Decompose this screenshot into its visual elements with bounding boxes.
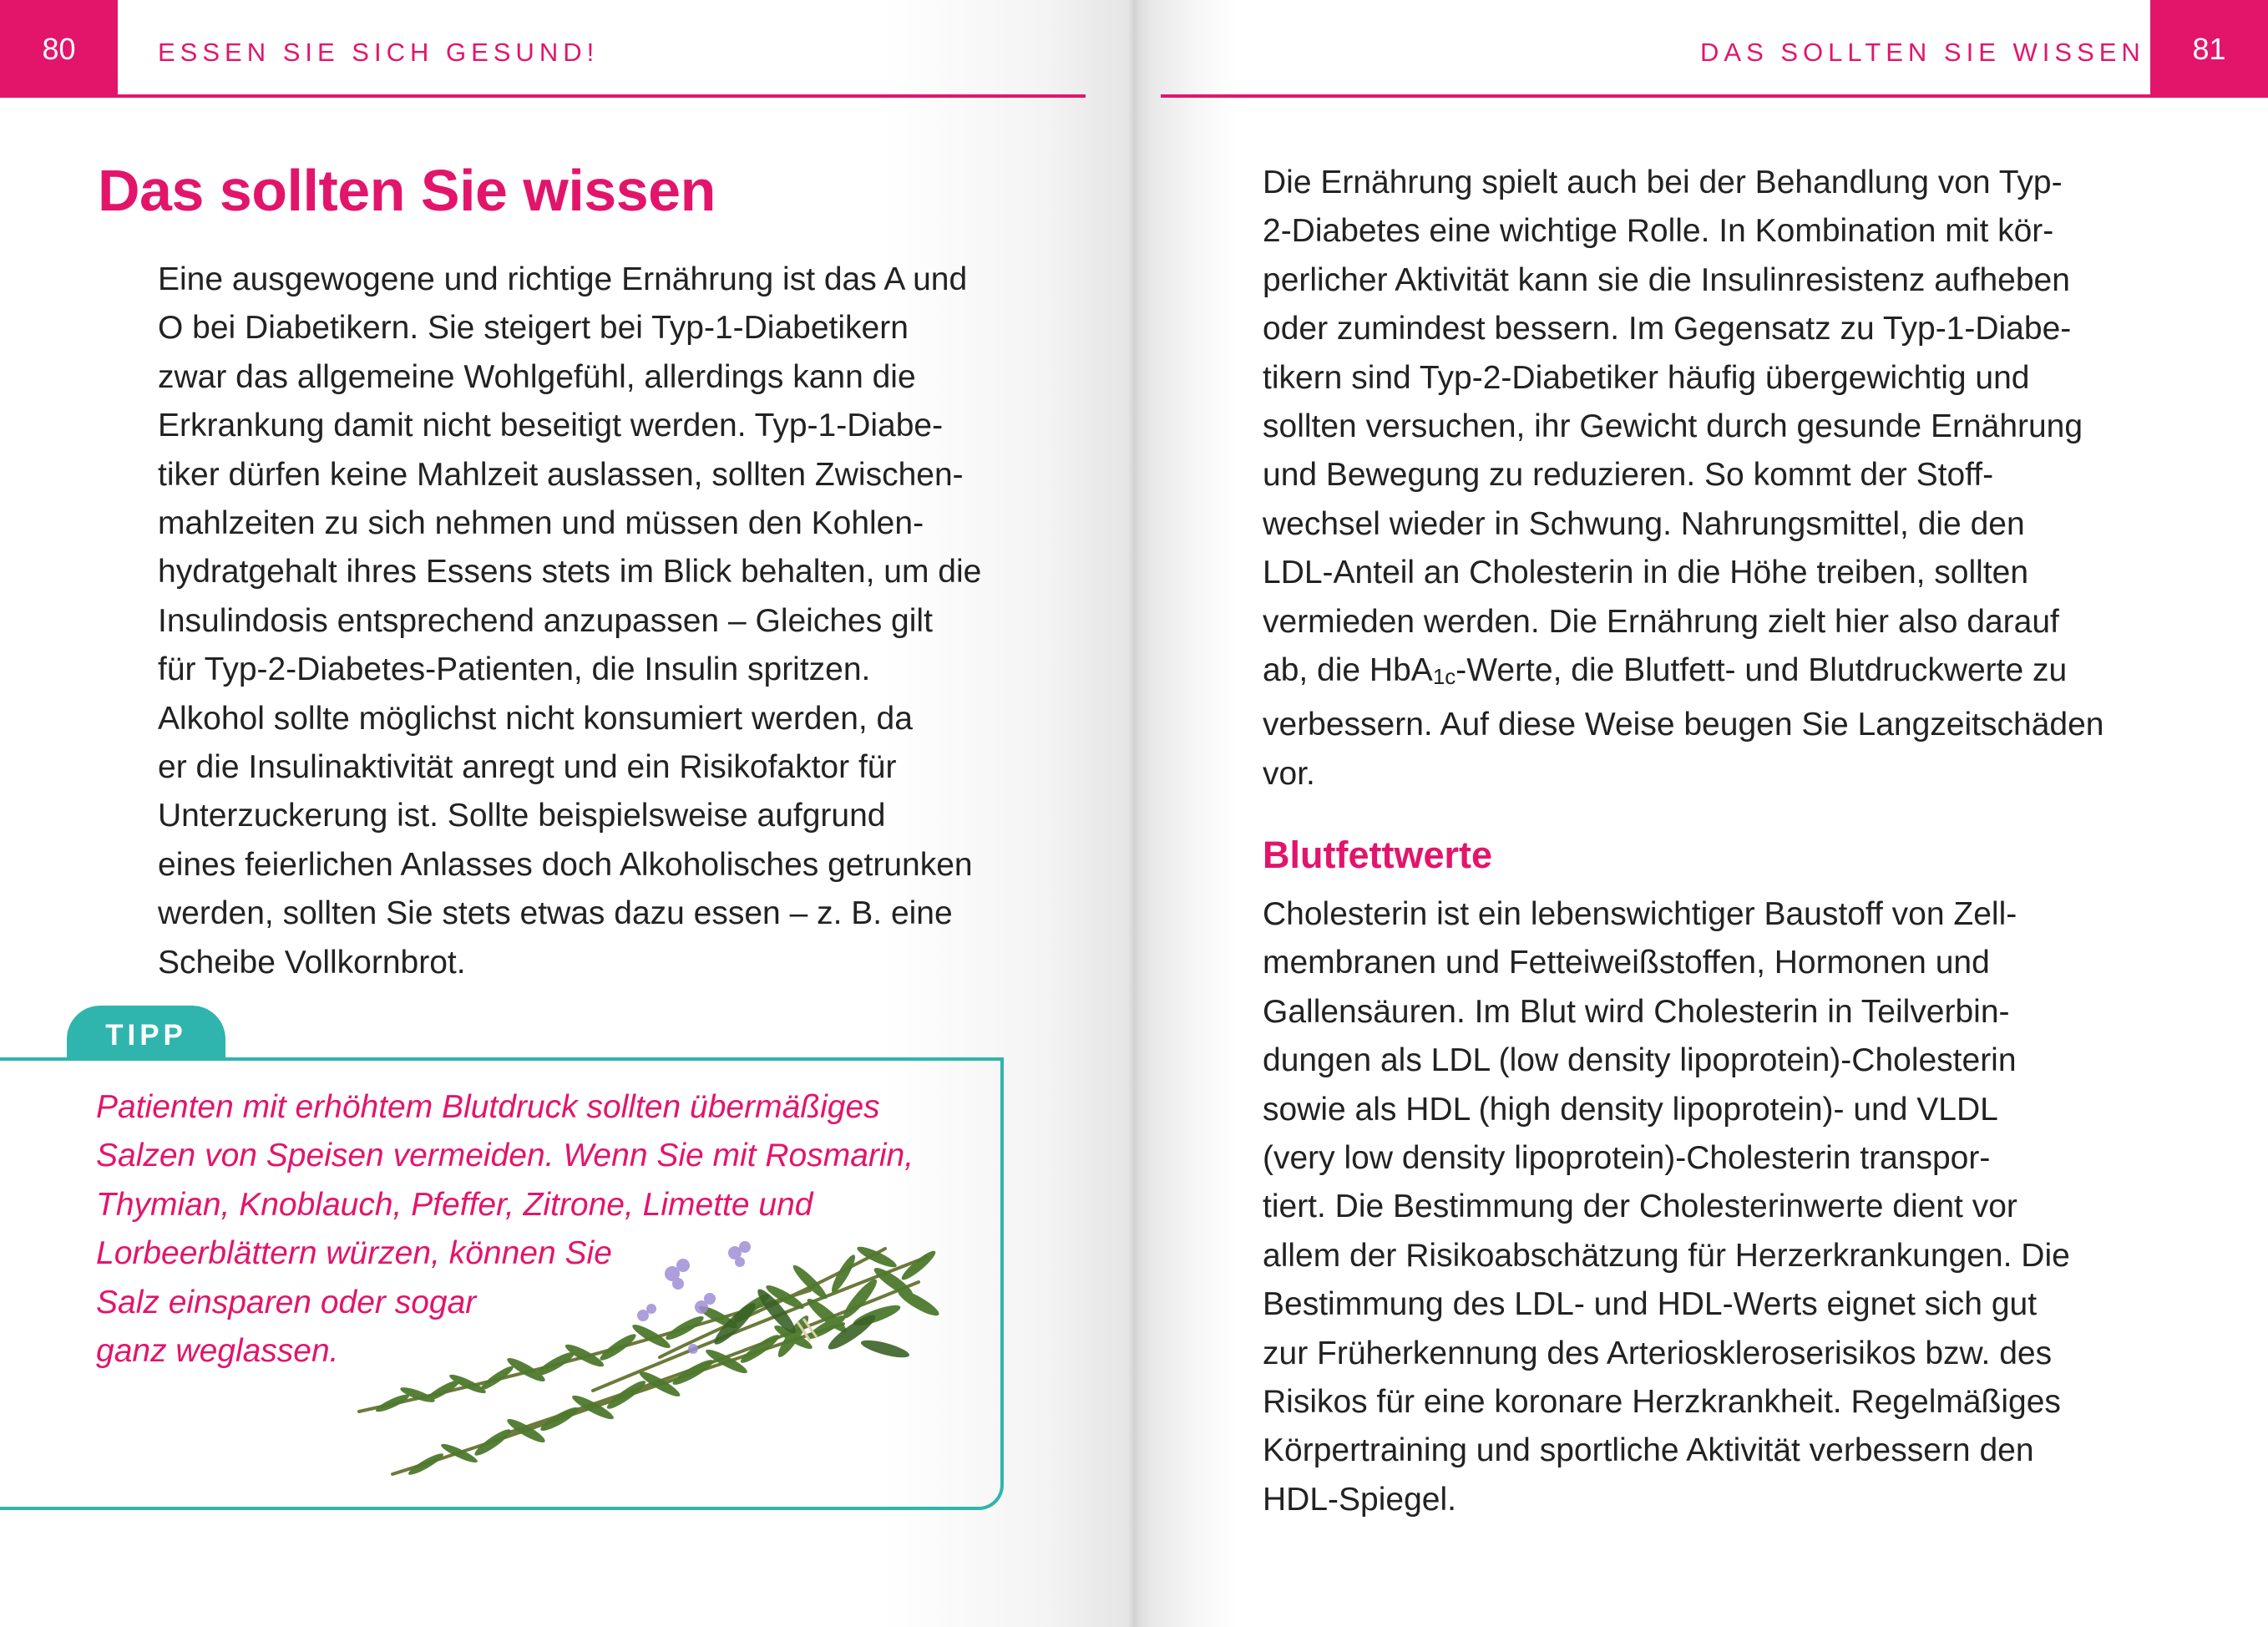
paragraph-line: werden, sollten Sie stets etwas dazu essen – z. B. eine (158, 895, 953, 932)
paragraph-line: zur Früherkennung des Arterioskleroserisikos bzw. des (1263, 1335, 2053, 1371)
paragraph-line: Bestimmung des LDL- und HDL-Werts eignet sich gut (1263, 1286, 2038, 1323)
paragraph-line: Gallensäuren. Im Blut wird Cholesterin in Teilverbin- (1263, 993, 2010, 1030)
book-spine (1129, 0, 1139, 1627)
paragraph-line: Eine ausgewogene und richtige Ernährung ist das A und (158, 261, 968, 297)
paragraph-line: zwar das allgemeine Wohlgefühl, allerdings kann die (158, 358, 916, 395)
paragraph-line: vor. (1263, 755, 1315, 792)
right-header-rule (1161, 94, 2268, 98)
tip-line: ganz weglassen. (96, 1333, 339, 1370)
tip-label: TIPP (67, 1006, 225, 1061)
section-heading-blutfettwerte: Blutfettwerte (1263, 834, 1493, 876)
paragraph-line: Risikos für eine koronare Herzkrankheit. Regelmäßiges (1263, 1384, 2061, 1421)
paragraph-line: Unterzuckerung ist. Sollte beispielsweise aufgrund (158, 798, 886, 834)
paragraph-line: dungen als LDL (low density lipoprotein)-Cholesterin (1263, 1042, 2017, 1079)
diet-paragraph (1263, 159, 2114, 798)
page-title: Das sollten Sie wissen (98, 158, 716, 223)
tip-line: Thymian, Knoblauch, Pfeffer, Zitrone, Limette und (96, 1186, 813, 1223)
intro-paragraph (158, 256, 1010, 987)
paragraph-line: verbessern. Auf diese Weise beugen Sie Langzeitschäden (1263, 707, 2104, 743)
rosemary-sprig-icon (342, 1224, 960, 1499)
paragraph-line: perlicher Aktivität kann sie die Insulinresistenz aufheben (1263, 261, 2070, 298)
cholesterol-paragraph (1263, 890, 2114, 1524)
hba1c-line-end: -Werte, die Blutfett- und Blutdruckwerte zu (1455, 652, 2068, 689)
paragraph-line: Alkohol sollte möglichst nicht konsumiert werden, da (158, 700, 913, 737)
paragraph-line: hydratgehalt ihres Essens stets im Blick behalten, um die (158, 554, 982, 590)
paragraph-line: LDL-Anteil an Cholesterin in die Höhe treiben, sollten (1263, 555, 2029, 591)
paragraph-line: Erkrankung damit nicht beseitigt werden. Typ-1-Diabe- (158, 408, 944, 444)
hba1c-subscript: 1c (1432, 664, 1456, 690)
paragraph-line: für Typ-2-Diabetes-Patienten, die Insulin spritzen. (158, 651, 871, 688)
paragraph-line: vermieden werden. Die Ernährung zielt hier also darauf (1263, 603, 2059, 640)
tip-line: Salzen von Speisen vermeiden. Wenn Sie mit Rosmarin, (96, 1138, 914, 1174)
paragraph-line: sowie als HDL (high density lipoprotein)- und VLDL (1263, 1091, 1998, 1128)
paragraph-line: mahlzeiten zu sich nehmen und müssen den Kohlen- (158, 505, 924, 542)
paragraph-line: tiker dürfen keine Mahlzeit auslassen, sollten Zwischen- (158, 456, 964, 493)
left-header-rule (0, 94, 1086, 98)
paragraph-line: er die Insulinaktivität anregt und ein Risikofaktor für (158, 749, 897, 786)
paragraph-line: wechsel wieder in Schwung. Nahrungsmittel, die den (1263, 505, 2025, 542)
paragraph-line: tiert. Die Bestimmung der Cholesterinwerte dient vor (1263, 1189, 2017, 1225)
right-running-head: DAS SOLLTEN SIE WISSEN (1700, 38, 2145, 67)
paragraph-line: Körpertraining und sportliche Aktivität verbessern den (1263, 1432, 2034, 1469)
paragraph-line: Cholesterin ist ein lebenswichtiger Baustoff von Zell- (1263, 896, 2017, 932)
paragraph-line: 2-Diabetes eine wichtige Rolle. In Kombination mit kör- (1263, 213, 2054, 250)
hba1c-line (1263, 646, 2114, 701)
paragraph-line: tikern sind Typ-2-Diabetiker häufig übergewichtig und (1263, 359, 2030, 396)
tip-line: Salz einsparen oder sogar (96, 1284, 477, 1320)
paragraph-line: oder zumindest bessern. Im Gegensatz zu Typ-1-Diabe- (1263, 311, 2072, 347)
paragraph-line: und Bewegung zu reduzieren. So kommt der Stoff- (1263, 457, 1994, 494)
paragraph-line: Insulindosis entsprechend anzupassen – Gleiches gilt (158, 602, 933, 639)
hba1c-line-start: ab, die HbA (1263, 652, 1433, 689)
paragraph-line: membranen und Fetteiweißstoffen, Hormonen und (1263, 945, 1990, 981)
tip-line: Lorbeerblättern würzen, können Sie (96, 1235, 612, 1272)
paragraph-line: (very low density lipoprotein)-Cholesterin transpor- (1263, 1140, 1991, 1177)
right-page-number: 81 (2150, 0, 2268, 98)
paragraph-line: allem der Risikoabschätzung für Herzerkrankungen. Die (1263, 1237, 2070, 1274)
paragraph-line: Die Ernährung spielt auch bei der Behandlung von Typ- (1263, 165, 2063, 200)
left-running-head: ESSEN SIE SICH GESUND! (158, 38, 600, 67)
paragraph-line: HDL-Spiegel. (1263, 1481, 1456, 1518)
paragraph-line: sollten versuchen, ihr Gewicht durch gesunde Ernährung (1263, 408, 2083, 445)
paragraph-line: Scheibe Vollkornbrot. (158, 944, 466, 981)
paragraph-line: eines feierlichen Anlasses doch Alkoholisches getrunken (158, 846, 973, 883)
paragraph-line: O bei Diabetikern. Sie steigert bei Typ-1-Diabetikern (158, 310, 909, 347)
tip-line: Patienten mit erhöhtem Blutdruck sollten übermäßiges (96, 1089, 880, 1125)
left-page-number: 80 (0, 0, 118, 98)
